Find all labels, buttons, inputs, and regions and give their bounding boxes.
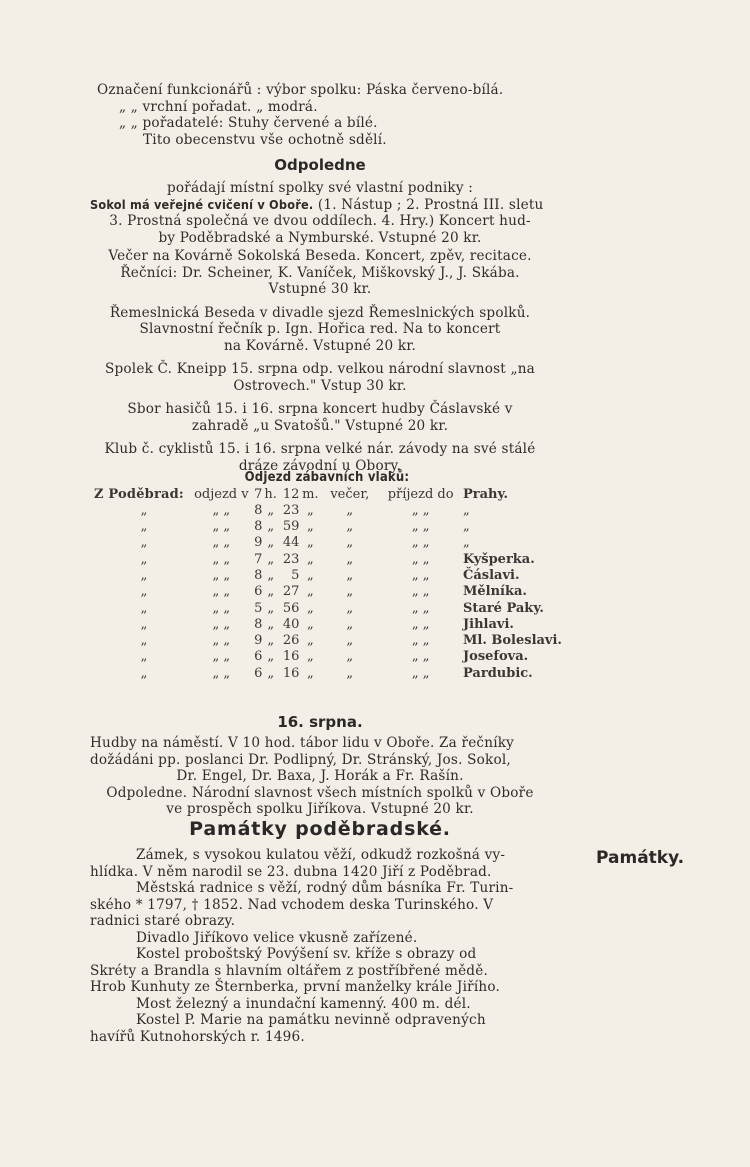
trains-table xyxy=(94,487,562,683)
train-cell-arr: „ „ xyxy=(411,633,430,649)
train-cell-mu: „ xyxy=(306,502,314,518)
margin-label-monuments: Památky. xyxy=(596,848,685,868)
text-line: Městská radnice s věží, rodný dům básníka Fr. Turin- xyxy=(136,880,514,896)
train-cell-from: „ xyxy=(140,665,148,681)
text-line: Kostel proboštský Povýšení sv. kříže s obrazy od xyxy=(136,946,477,962)
train-cell-arr: „ „ xyxy=(411,616,430,632)
officials-markings xyxy=(97,82,557,148)
train-cell-w1: „ „ xyxy=(212,551,231,567)
train-cell-h: 5 xyxy=(254,600,263,616)
text-line: „ „ pořadatelé: Stuhy červené a bílé. xyxy=(119,115,378,131)
train-cell-from: „ xyxy=(140,584,148,600)
train-row xyxy=(94,633,562,649)
train-cell-w1: odjezd v xyxy=(194,486,249,502)
train-cell-m: 16 xyxy=(282,649,300,665)
train-cell-arr: „ „ xyxy=(411,649,430,665)
train-cell-t: „ xyxy=(346,535,354,551)
train-cell-hu: „ xyxy=(267,600,275,616)
train-row xyxy=(94,503,562,519)
train-cell-h: 9 xyxy=(254,633,263,649)
train-cell-mu: „ xyxy=(306,584,314,600)
text-line: Slavnostní řečník p. Ign. Hořica red. Na to koncert xyxy=(139,321,501,337)
train-cell-m: 23 xyxy=(282,551,300,567)
train-cell-h: 7 xyxy=(254,551,263,567)
text-line: Večer na Kovárně Sokolská Beseda. Koncert, zpěv, recitace. xyxy=(108,248,532,264)
train-cell-w1: „ „ xyxy=(212,567,231,583)
text-line: dráze závodní u Obory. xyxy=(238,457,402,474)
train-row xyxy=(94,552,562,568)
train-cell-w1: „ „ xyxy=(212,649,231,665)
train-cell-dest: Jihlavi. xyxy=(463,616,514,632)
train-row xyxy=(94,535,562,551)
train-cell-arr: „ „ xyxy=(411,600,430,616)
train-cell-t: večer, xyxy=(330,486,370,502)
text-line: ve prospěch spolku Jiříkova. Vstupné 20 kr. xyxy=(166,801,474,817)
text-line: Skréty a Brandla s hlavním oltářem z postříbřené mědě. xyxy=(90,962,488,979)
text-line: (1. Nástup ; 2. Prostná III. sletu xyxy=(317,196,544,213)
text-line: Označení funkcionářů : výbor spolku: Páska červeno-bílá. xyxy=(97,82,504,98)
text-line: 3. Prostná společná ve dvou oddílech. 4. Hry.) Koncert hud- xyxy=(109,213,531,229)
train-cell-w1: „ „ xyxy=(212,535,231,551)
train-cell-dest: „ xyxy=(463,535,470,551)
train-cell-dest: Mělníka. xyxy=(463,584,527,600)
train-cell-w1: „ „ xyxy=(212,600,231,616)
train-row xyxy=(94,617,562,633)
train-cell-hu: „ xyxy=(267,535,275,551)
train-cell-t: „ xyxy=(346,519,354,535)
train-cell-from: „ xyxy=(140,600,148,616)
train-cell-m: 16 xyxy=(282,665,300,681)
train-cell-mu: „ xyxy=(306,633,314,649)
train-cell-t: „ xyxy=(346,600,354,616)
text-line: Divadlo Jiříkovo velice vkusně zařízené. xyxy=(136,929,418,946)
train-cell-m: 12 xyxy=(282,486,300,502)
train-row xyxy=(94,519,562,535)
train-row xyxy=(94,487,562,503)
train-cell-mu: „ xyxy=(306,665,314,681)
text-line: dožádáni pp. poslanci Dr. Podlipný, Dr. Stránský, Jos. Sokol, xyxy=(90,751,511,768)
train-cell-dest: Pardubic. xyxy=(463,665,533,681)
train-cell-from: „ xyxy=(140,649,148,665)
monuments-list xyxy=(90,847,550,1045)
train-cell-hu: „ xyxy=(267,567,275,583)
train-cell-arr: „ „ xyxy=(411,584,430,600)
train-cell-from: „ xyxy=(140,535,148,551)
text-line: Kostel P. Marie na památku nevinně odpravených xyxy=(136,1012,486,1028)
train-cell-dest: Staré Paky. xyxy=(463,600,544,616)
train-row xyxy=(94,649,562,665)
trains-heading: Odjezd zábavních vlaků: xyxy=(244,470,410,485)
train-cell-dest: Čáslavi. xyxy=(463,567,520,583)
train-cell-hu: „ xyxy=(267,633,275,649)
train-cell-hu: „ xyxy=(267,665,275,681)
train-cell-m: 44 xyxy=(282,535,300,551)
train-cell-h: 6 xyxy=(254,649,263,665)
sokol-entry xyxy=(90,197,550,214)
train-cell-from: „ xyxy=(140,502,148,518)
train-cell-m: 59 xyxy=(282,519,300,535)
text-line: zahradě „u Svatošů." Vstupné 20 kr. xyxy=(191,417,449,434)
text-line: radnici staré obrazy. xyxy=(90,913,236,929)
train-cell-w1: „ „ xyxy=(212,665,231,681)
trains-section xyxy=(92,470,562,682)
train-cell-t: „ xyxy=(346,584,354,600)
train-cell-h: 7 xyxy=(254,486,263,502)
train-cell-m: 23 xyxy=(282,502,300,518)
train-cell-t: „ xyxy=(346,649,354,665)
train-cell-dest: „ xyxy=(463,519,470,535)
text-line: Ostrovech." Vstup 30 kr. xyxy=(233,377,407,394)
text-line: „ „ vrchní pořadat. „ modrá. xyxy=(119,98,318,115)
train-cell-arr: „ „ xyxy=(411,502,430,518)
train-cell-hu: „ xyxy=(267,649,275,665)
text-line: Zámek, s vysokou kulatou věží, odkudž rozkošná vy- xyxy=(136,847,506,863)
train-cell-from: „ xyxy=(140,633,148,649)
train-cell-t: „ xyxy=(346,633,354,649)
train-cell-h: 9 xyxy=(254,535,263,551)
train-cell-hu: „ xyxy=(267,584,275,600)
train-cell-mu: „ xyxy=(306,551,314,567)
train-cell-mu: m. xyxy=(302,486,319,502)
text-line: Řečníci: Dr. Scheiner, K. Vaníček, Miškovský J., J. Skába. xyxy=(120,264,520,281)
train-cell-w1: „ „ xyxy=(212,584,231,600)
train-cell-m: 5 xyxy=(291,567,300,583)
train-cell-dest: Ml. Boleslavi. xyxy=(463,633,562,649)
aug16-section xyxy=(90,712,550,818)
train-cell-t: „ xyxy=(346,665,354,681)
train-cell-mu: „ xyxy=(306,600,314,616)
train-cell-from: „ xyxy=(140,519,148,535)
train-cell-arr: „ „ xyxy=(411,567,430,583)
train-cell-t: „ xyxy=(346,551,354,567)
text-line: na Kovárně. Vstupné 20 kr. xyxy=(223,337,417,354)
train-cell-mu: „ xyxy=(306,519,314,535)
text-line: Sbor hasičů 15. i 16. srpna koncert hudby Čáslavské v xyxy=(127,401,513,417)
text-line: Hudby na náměstí. V 10 hod. tábor lidu v Oboře. Za řečníky xyxy=(90,735,515,751)
text-line: Řemeslnická Beseda v divadle sjezd Řemeslnických spolků. xyxy=(109,304,531,321)
train-cell-h: 8 xyxy=(254,616,263,632)
train-cell-m: 27 xyxy=(282,584,300,600)
text-line: Dr. Engel, Dr. Baxa, J. Horák a Fr. Rašín. xyxy=(176,768,464,784)
section-heading-aug16: 16. srpna. xyxy=(277,713,363,731)
monuments-section xyxy=(90,817,550,1045)
train-cell-h: 6 xyxy=(254,665,263,681)
train-cell-h: 8 xyxy=(254,519,263,535)
train-cell-mu: „ xyxy=(306,649,314,665)
train-cell-dest: Prahy. xyxy=(463,486,509,502)
train-cell-hu: „ xyxy=(267,551,275,567)
text-line: Klub č. cyklistů 15. i 16. srpna velké nár. závody na své stálé xyxy=(104,441,536,457)
text-line: pořádají místní spolky své vlastní podniky : xyxy=(166,180,474,196)
train-cell-t: „ xyxy=(346,502,354,518)
train-cell-arr: „ „ xyxy=(411,665,430,681)
train-cell-from: Z Poděbrad: xyxy=(94,486,184,502)
text-line: Odpoledne. Národní slavnost všech místních spolků v Oboře xyxy=(106,784,534,801)
train-cell-hu: „ xyxy=(267,502,275,518)
train-cell-dest: Kyšperka. xyxy=(463,551,535,567)
train-cell-m: 26 xyxy=(282,633,300,649)
train-cell-arr: „ „ xyxy=(411,535,430,551)
train-cell-hu: „ xyxy=(267,616,275,632)
train-cell-w1: „ „ xyxy=(212,519,231,535)
train-row xyxy=(94,568,562,584)
train-cell-m: 56 xyxy=(282,600,300,616)
train-cell-t: „ xyxy=(346,616,354,632)
train-cell-h: 6 xyxy=(254,584,263,600)
text-line: Vstupné 30 kr. xyxy=(268,281,372,297)
text-line: by Poděbradské a Nymburské. Vstupné 20 kr. xyxy=(158,229,482,246)
train-cell-from: „ xyxy=(140,616,148,632)
train-cell-t: „ xyxy=(346,567,354,583)
section-heading-monuments: Památky poděbradské. xyxy=(189,818,451,840)
text-line: Most železný a inundační kamenný. 400 m. dél. xyxy=(136,995,471,1012)
text-line: Spolek Č. Kneipp 15. srpna odp. velkou národní slavnost „na xyxy=(104,361,535,377)
train-cell-dest: Josefova. xyxy=(463,649,529,665)
train-cell-arr: příjezd do xyxy=(387,486,454,502)
train-cell-h: 8 xyxy=(254,502,263,518)
train-cell-mu: „ xyxy=(306,535,314,551)
train-cell-w1: „ „ xyxy=(212,616,231,632)
train-cell-mu: „ xyxy=(306,616,314,632)
train-cell-mu: „ xyxy=(306,567,314,583)
train-row xyxy=(94,601,562,617)
train-cell-dest: „ xyxy=(463,502,470,518)
train-cell-w1: „ „ xyxy=(212,633,231,649)
train-row xyxy=(94,666,562,682)
train-cell-arr: „ „ xyxy=(411,519,430,535)
entry-lead: Sokol má veřejné cvičení v Oboře. xyxy=(90,196,314,212)
train-row xyxy=(94,584,562,600)
text-line: havířů Kutnohorských r. 1496. xyxy=(90,1028,305,1045)
train-cell-hu: „ xyxy=(267,519,275,535)
text-line: hlídka. V něm narodil se 23. dubna 1420 Jiří z Poděbrad. xyxy=(90,863,492,880)
train-cell-h: 8 xyxy=(254,567,263,583)
train-cell-hu: h. xyxy=(264,486,277,502)
train-cell-from: „ xyxy=(140,551,148,567)
train-cell-from: „ xyxy=(140,567,148,583)
train-cell-arr: „ „ xyxy=(411,551,430,567)
text-line: Tito obecenstvu vše ochotně sdělí. xyxy=(143,131,387,148)
section-heading-afternoon: Odpoledne xyxy=(274,156,366,174)
train-cell-w1: „ „ xyxy=(212,502,231,518)
train-cell-m: 40 xyxy=(282,616,300,632)
text-line: ského * 1797, † 1852. Nad vchodem deska Turinského. V xyxy=(90,896,494,913)
afternoon-section xyxy=(90,155,550,474)
text-line: Hrob Kunhuty ze Šternberka, první manželky krále Jiřího. xyxy=(90,979,500,995)
